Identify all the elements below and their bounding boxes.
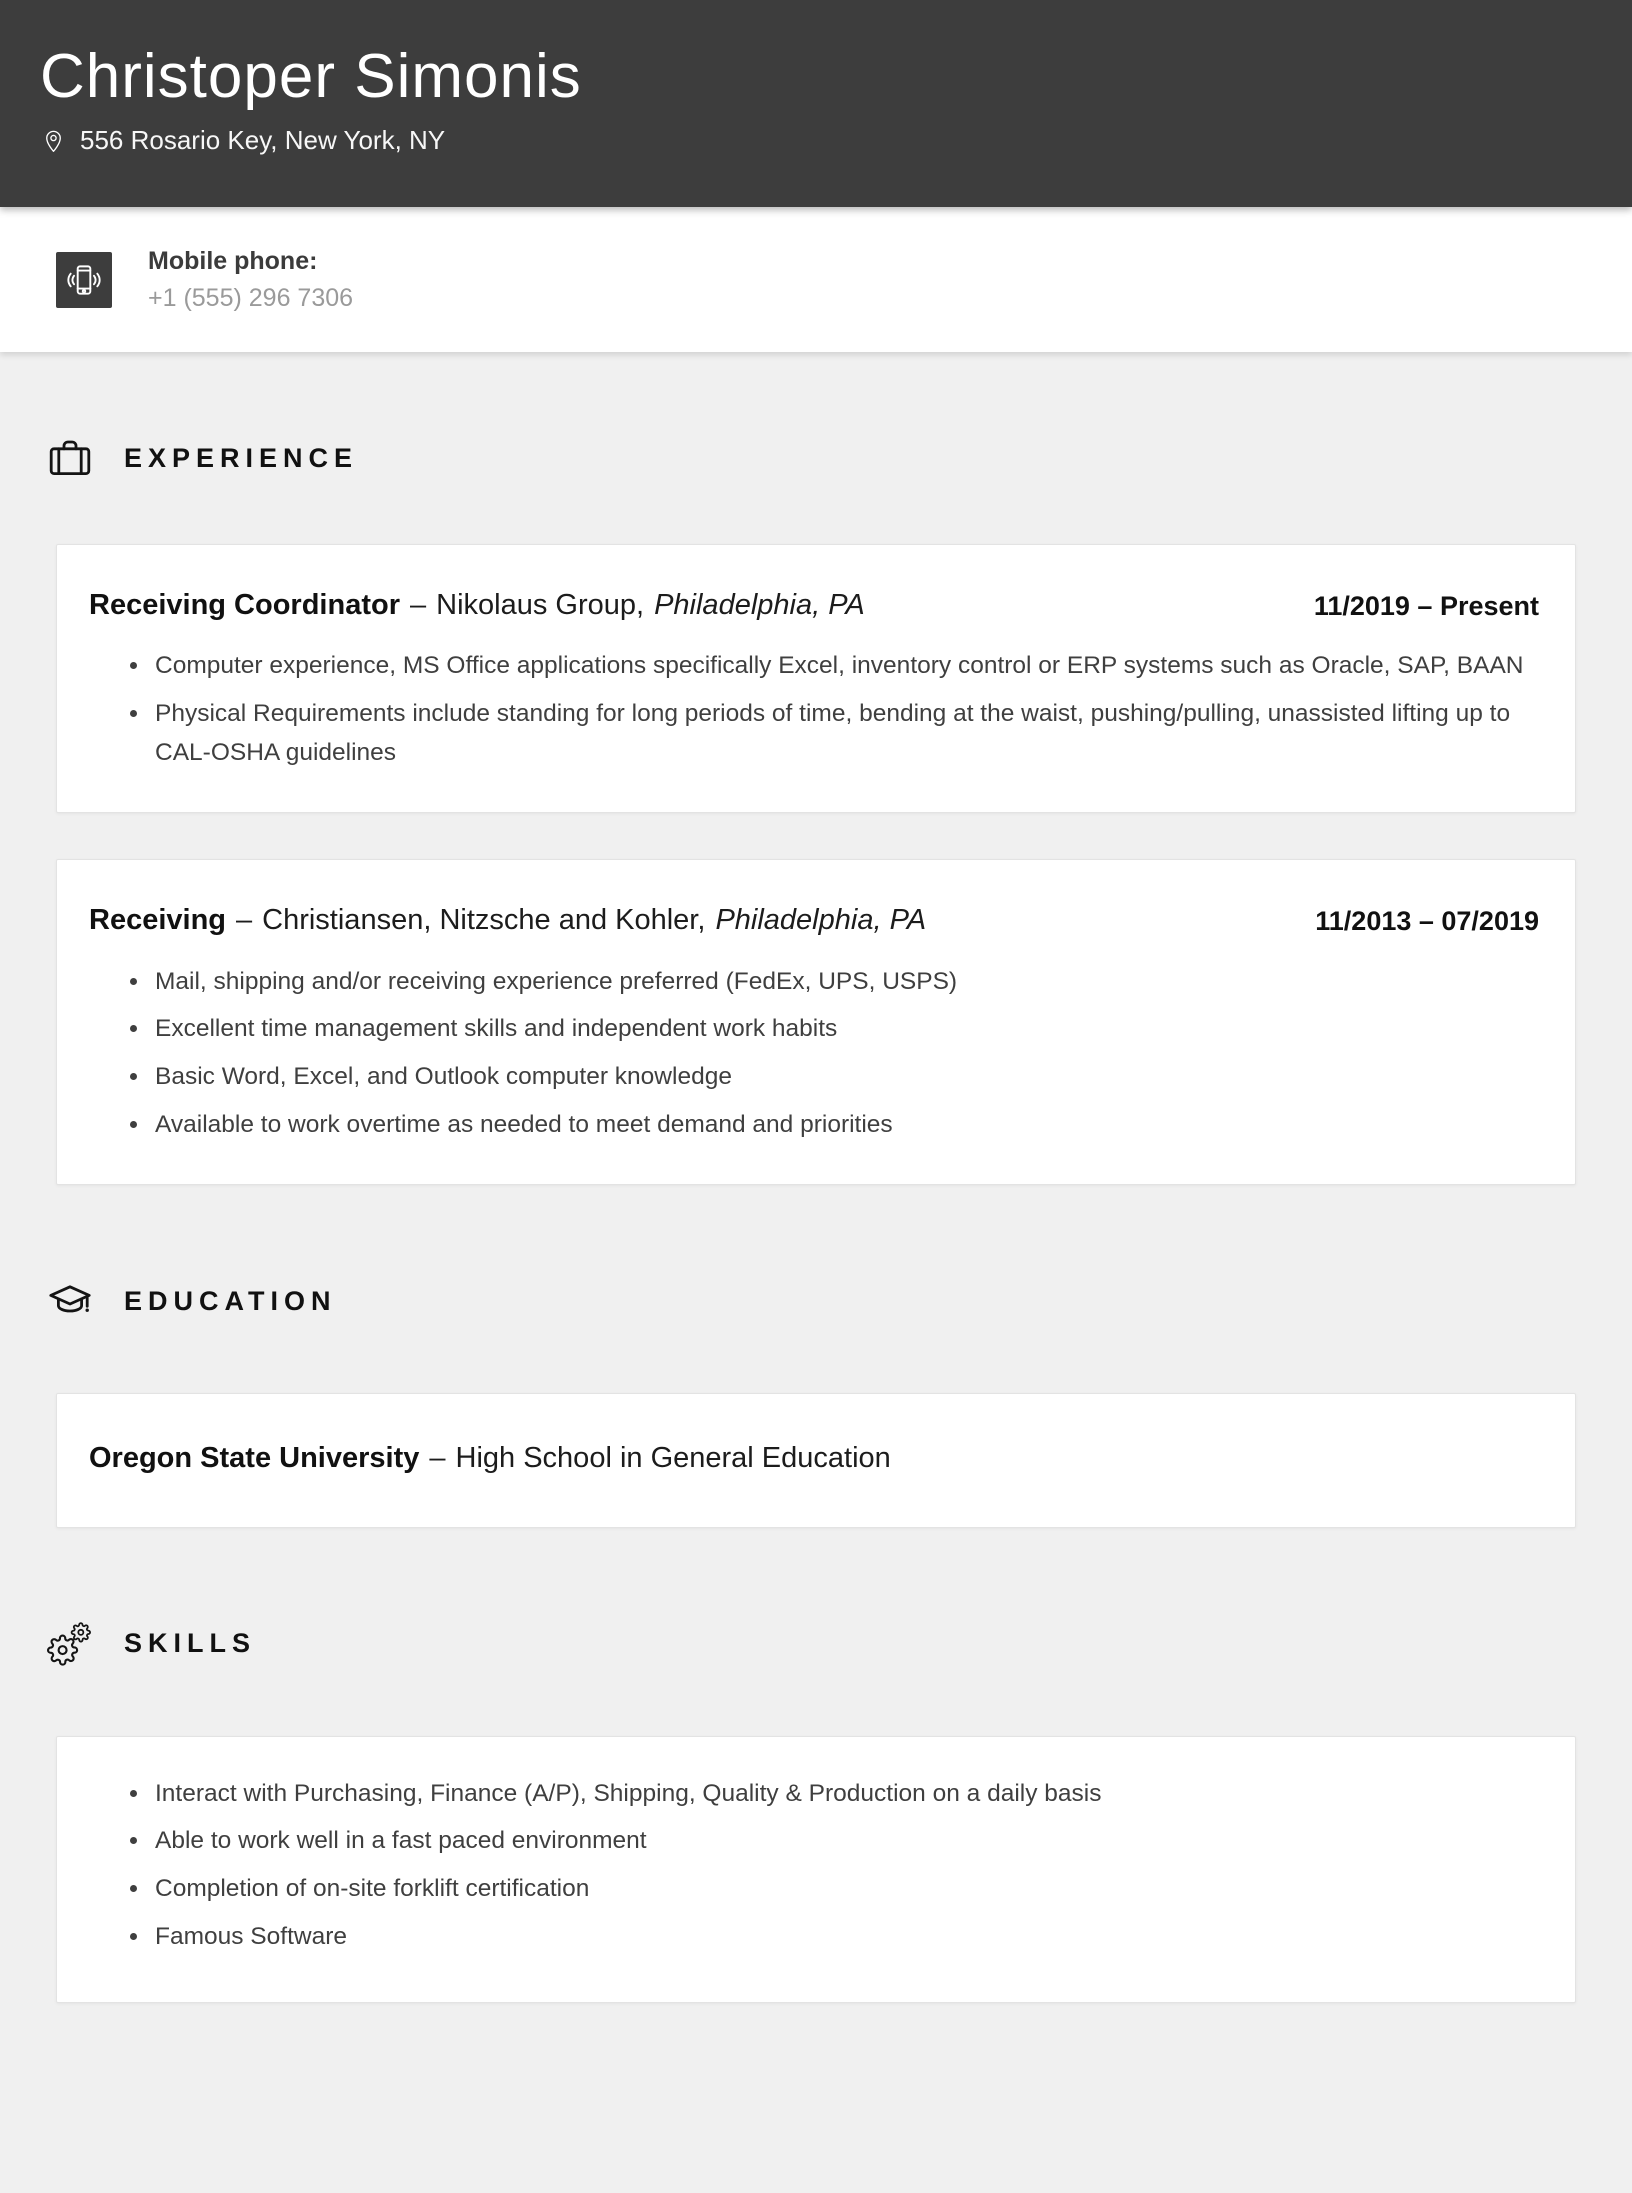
education-title-line bbox=[89, 1440, 1539, 1476]
job-dates: 11/2013 – 07/2019 bbox=[1315, 906, 1539, 937]
education-heading-label: EDUCATION bbox=[124, 1285, 337, 1316]
job-dates: 11/2019 – Present bbox=[1313, 591, 1539, 621]
candidate-address: 556 Rosario Key, New York, NY bbox=[80, 125, 446, 156]
skills-card bbox=[56, 1736, 1576, 2004]
job-title-line bbox=[89, 587, 865, 623]
job-location: Philadelphia, PA bbox=[654, 589, 865, 621]
location-pin-icon bbox=[40, 127, 67, 154]
education-card bbox=[56, 1393, 1576, 1527]
mobile-phone-number: +1 (555) 296 7306 bbox=[148, 283, 354, 312]
skills-bullet-list bbox=[89, 1775, 1539, 1957]
candidate-name: Christoper Simonis bbox=[40, 42, 582, 111]
job-title-separator: – bbox=[410, 589, 427, 621]
bullet-item: • Interact with Purchasing, Finance (A/P), Shipping, Quality & Production on a daily basis bbox=[151, 1775, 1539, 1814]
education-school: Oregon State University bbox=[89, 1442, 420, 1475]
skills-section-heading bbox=[46, 1620, 1576, 1668]
job-location: Philadelphia, PA bbox=[715, 904, 927, 937]
resume-body bbox=[0, 434, 1632, 2193]
bullet-item: • Mail, shipping and/or receiving experience preferred (FedEx, UPS, USPS) bbox=[151, 963, 1539, 1002]
experience-card-2 bbox=[56, 859, 1576, 1185]
education-degree: High School in General Education bbox=[455, 1442, 891, 1475]
job-title: Receiving Coordinator bbox=[89, 589, 400, 621]
gears-icon bbox=[46, 1620, 94, 1668]
job-header bbox=[89, 587, 1539, 623]
graduation-cap-icon bbox=[46, 1277, 94, 1325]
bullet-item: • Able to work well in a fast paced environment bbox=[151, 1822, 1539, 1861]
job-company: Nikolaus Group, bbox=[436, 589, 645, 621]
education-section-heading bbox=[46, 1277, 1576, 1325]
bullet-item: • Excellent time management skills and independent work habits bbox=[151, 1010, 1539, 1049]
bullet-item: • Famous Software bbox=[151, 1918, 1539, 1957]
bullet-item: • Available to work overtime as needed to meet demand and priorities bbox=[151, 1106, 1539, 1145]
briefcase-icon bbox=[46, 434, 94, 482]
job-title-separator: – bbox=[236, 904, 253, 937]
job-header bbox=[89, 902, 1539, 938]
resume-header bbox=[0, 0, 1632, 207]
job-title: Receiving bbox=[89, 904, 226, 937]
experience-card-1 bbox=[56, 544, 1576, 813]
contact-text-block bbox=[148, 247, 353, 313]
contact-strip bbox=[0, 207, 1632, 352]
bullet-item: • Completion of on-site forklift certification bbox=[151, 1870, 1539, 1909]
experience-section-heading bbox=[46, 434, 1576, 482]
experience-heading-label: EXPERIENCE bbox=[124, 442, 359, 473]
job-company: Christiansen, Nitzsche and Kohler, bbox=[262, 904, 706, 937]
education-separator: – bbox=[429, 1442, 446, 1475]
job-title-line bbox=[89, 902, 926, 938]
bullet-item: • Basic Word, Excel, and Outlook computer knowledge bbox=[151, 1058, 1539, 1097]
mobile-phone-icon bbox=[56, 252, 112, 308]
job-bullet-list bbox=[89, 647, 1539, 772]
job-bullet-list bbox=[89, 963, 1539, 1145]
location-row bbox=[40, 125, 1592, 156]
bullet-item: • Computer experience, MS Office applications specifically Excel, inventory control or ERP systems such as Oracle, SAP, BAAN bbox=[151, 647, 1539, 686]
mobile-phone-label: Mobile phone: bbox=[148, 246, 318, 275]
skills-heading-label: SKILLS bbox=[124, 1628, 257, 1659]
bullet-item: • Physical Requirements include standing for long periods of time, bending at the waist, pushing/pulling, unassisted lifting up to CAL-OSHA guidelines bbox=[151, 695, 1539, 772]
